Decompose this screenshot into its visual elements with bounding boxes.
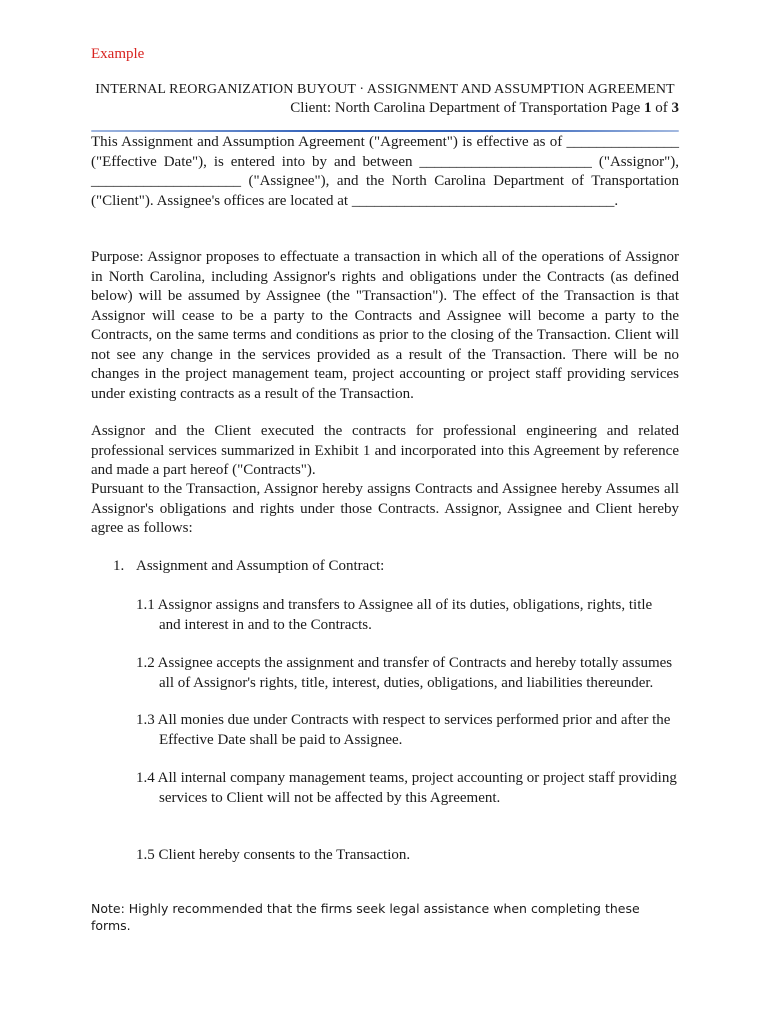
clause-1-3 xyxy=(136,711,679,750)
clause-1-2 xyxy=(136,654,679,693)
header-divider xyxy=(91,130,679,132)
page-of-text: of xyxy=(651,100,672,116)
page-total: 3 xyxy=(671,100,679,116)
intro-paragraph: This Assignment and Assumption Agreement ("Agreement") is effective as of _______________ ("Effective Date"), is entered into by and between _______________________ ("Assignor"), ____________________ ("Assignee"), and the North Carolina Department of Transportation ("Client"). Assignee's offices are located at ___________________________________. xyxy=(91,134,679,209)
clause-1-1 xyxy=(136,596,679,635)
clause-1-2-continuation: all of Assignor's rights, title, interest, duties, obligations, and liabilities thereunder. xyxy=(159,674,654,691)
section-1-heading xyxy=(113,557,384,577)
clause-1-3-first-line: 1.3 All monies due under Contracts with respect to services performed prior and after the xyxy=(136,712,671,728)
clause-1-2-first-line: 1.2 Assignee accepts the assignment and transfer of Contracts and hereby totally assumes xyxy=(136,655,673,671)
executed-contracts-paragraph: Assignor and the Client executed the contracts for professional engineering and related professional services summarized in Exhibit 1 and incorporated into this Agreement by reference and made a part hereof ("Contracts"). xyxy=(91,423,679,478)
clause-1-4-continuation: services to Client will not be affected by this Agreement. xyxy=(159,789,501,806)
clause-1-5-first-line: 1.5 Client hereby consents to the Transaction. xyxy=(136,847,411,863)
client-page-line xyxy=(290,100,679,117)
page-current: 1 xyxy=(644,100,652,116)
legal-assistance-note: Note: Highly recommended that the firms seek legal assistance when completing these forms. xyxy=(91,901,640,933)
example-label: Example xyxy=(91,46,145,62)
clause-1-1-continuation: and interest in and to the Contracts. xyxy=(159,616,372,633)
clause-1-1-first-line: 1.1 Assignor assigns and transfers to Assignee all of its duties, obligations, rights, title xyxy=(136,597,653,613)
document-title: INTERNAL REORGANIZATION BUYOUT · ASSIGNMENT AND ASSUMPTION AGREEMENT xyxy=(95,82,675,97)
clause-1-4-first-line: 1.4 All internal company management teams, project accounting or project staff providing xyxy=(136,770,677,786)
clause-1-4 xyxy=(136,769,679,808)
clause-1-3-continuation: Effective Date shall be paid to Assignee. xyxy=(159,731,403,748)
pursuant-paragraph: Pursuant to the Transaction, Assignor hereby assigns Contracts and Assignee hereby Assumes all Assignor's obligations and rights under those Contracts. Assignor, Assignee and Client hereby agree as follows: xyxy=(91,481,679,536)
clause-1-5 xyxy=(136,846,679,866)
section-1-number: 1. xyxy=(113,558,125,574)
client-name-text: Client: North Carolina Department of Transportation Page xyxy=(290,100,644,116)
section-1-title: Assignment and Assumption of Contract: xyxy=(136,558,385,574)
purpose-paragraph: Purpose: Assignor proposes to effectuate a transaction in which all of the operations of Assignor in North Carolina, including Assignor's rights and obligations under the Contracts (as defined below) will be assumed by Assignee (the "Transaction"). The effect of the Transaction is that Assignor will cease to be a party to the Contracts and Assignee will become a party to the Contracts, on the same terms and conditions as prior to the closing of the Transaction. Client will not see any change in the services provided as a result of the Transaction. There will be no changes in the project management team, project accounting or project staff providing services under existing contracts as a result of the Transaction. xyxy=(91,249,679,402)
